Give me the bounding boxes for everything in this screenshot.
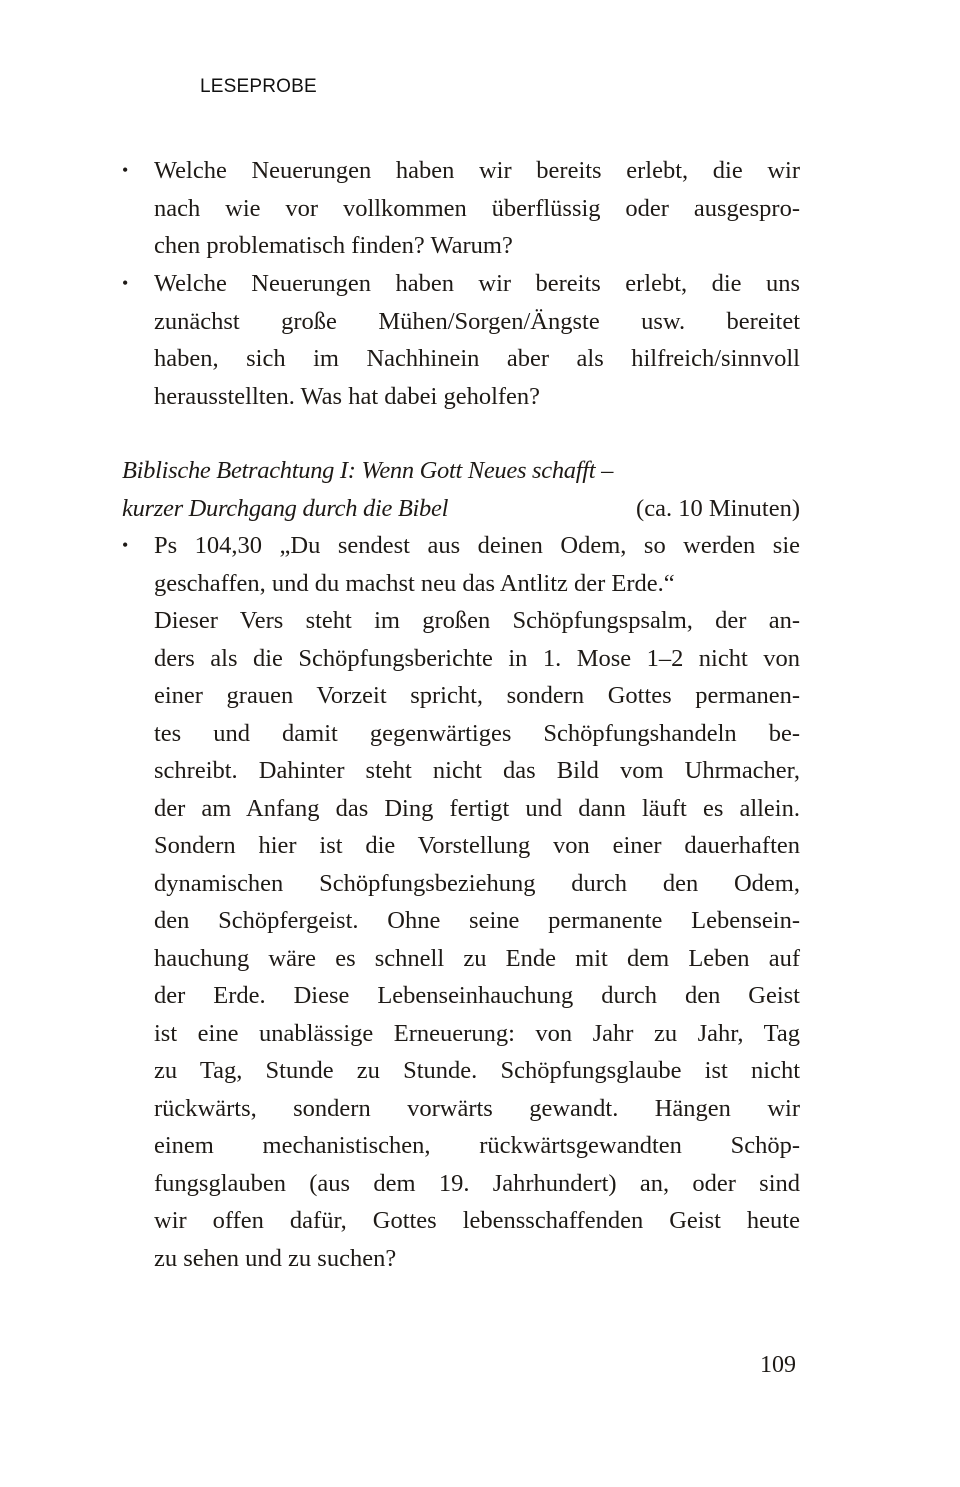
bullet-list-item: [122, 152, 800, 265]
bullet-list-item: [122, 265, 800, 415]
text-line: rückwärts, sondern vorwärts gewandt. Hängen wir: [154, 1094, 800, 1122]
text-line: der Erde. Diese Lebenseinhauchung durch den Geist: [154, 982, 800, 1009]
text-line: der am Anfang das Ding fertigt und dann läuft es allein.: [154, 794, 800, 822]
text-line: geschaffen, und du machst neu das Antlitz der Erde.“: [154, 569, 675, 597]
text-line: zunächst große Mühen/Sorgen/Ängste usw. bereitet: [154, 307, 800, 335]
text-line: einer grauen Vorzeit spricht, sondern Gottes permanen-: [154, 682, 800, 709]
text-line: ist eine unablässige Erneuerung: von Jahr zu Jahr, Tag: [154, 1019, 800, 1047]
text-line: haben, sich im Nachhinein aber als hilfreich/sinnvoll: [154, 345, 800, 372]
leseprobe-header: LESEPROBE: [200, 76, 317, 97]
text-line: dynamischen Schöpfungsbeziehung durch den Odem,: [154, 869, 800, 897]
section-subtitle: kurzer Durchgang durch die Bibel (ca. 10 Minuten): [122, 490, 800, 528]
text-line: • Ps 104,30 „Du sendest aus deinen Odem, so werden sie: [122, 527, 800, 565]
text-line: den Schöpfergeist. Ohne seine permanente Lebensein-: [154, 907, 800, 934]
text-line: chen problematisch finden? Warum?: [154, 232, 513, 259]
text-line: tes und damit gegenwärtiges Schöpfungshandeln be-: [154, 719, 800, 747]
bullet-icon: •: [122, 535, 129, 555]
text-line: ders als die Schöpfungsberichte in 1. Mose 1–2 nicht von: [154, 644, 800, 672]
section-title: Biblische Betrachtung I: Wenn Gott Neues schafft –: [122, 457, 614, 484]
page-number: 109: [760, 1352, 796, 1378]
text-line: nach wie vor vollkommen überflüssig oder ausgespro-: [154, 194, 800, 222]
text-line: hauchung wäre es schnell zu Ende mit dem Leben auf: [154, 944, 800, 972]
text-line: wir offen dafür, Gottes lebensschaffenden Geist heute: [154, 1207, 800, 1234]
bullet-icon: •: [122, 273, 129, 293]
text-line: schreibt. Dahinter steht nicht das Bild vom Uhrmacher,: [154, 757, 800, 784]
text-line: herausstellten. Was hat dabei geholfen?: [154, 382, 541, 410]
text-line: • Welche Neuerungen haben wir bereits erlebt, die uns: [122, 265, 800, 303]
text-line: zu sehen und zu suchen?: [154, 1244, 397, 1272]
text-line: einem mechanistischen, rückwärtsgewandten Schöp-: [154, 1132, 800, 1159]
bible-study-section: [122, 452, 800, 1277]
text-line: fungsglauben (aus dem 19. Jahrhundert) an, oder sind: [154, 1169, 800, 1197]
bullet-icon: •: [122, 160, 129, 180]
duration-label: (ca. 10 Minuten): [636, 494, 800, 522]
text-line: • Welche Neuerungen haben wir bereits erlebt, die wir: [122, 152, 800, 190]
text-line: Dieser Vers steht im großen Schöpfungspsalm, der an-: [154, 607, 800, 634]
text-line: zu Tag, Stunde zu Stunde. Schöpfungsglaube ist nicht: [154, 1057, 800, 1084]
text-line: Sondern hier ist die Vorstellung von einer dauerhaften: [154, 832, 800, 859]
